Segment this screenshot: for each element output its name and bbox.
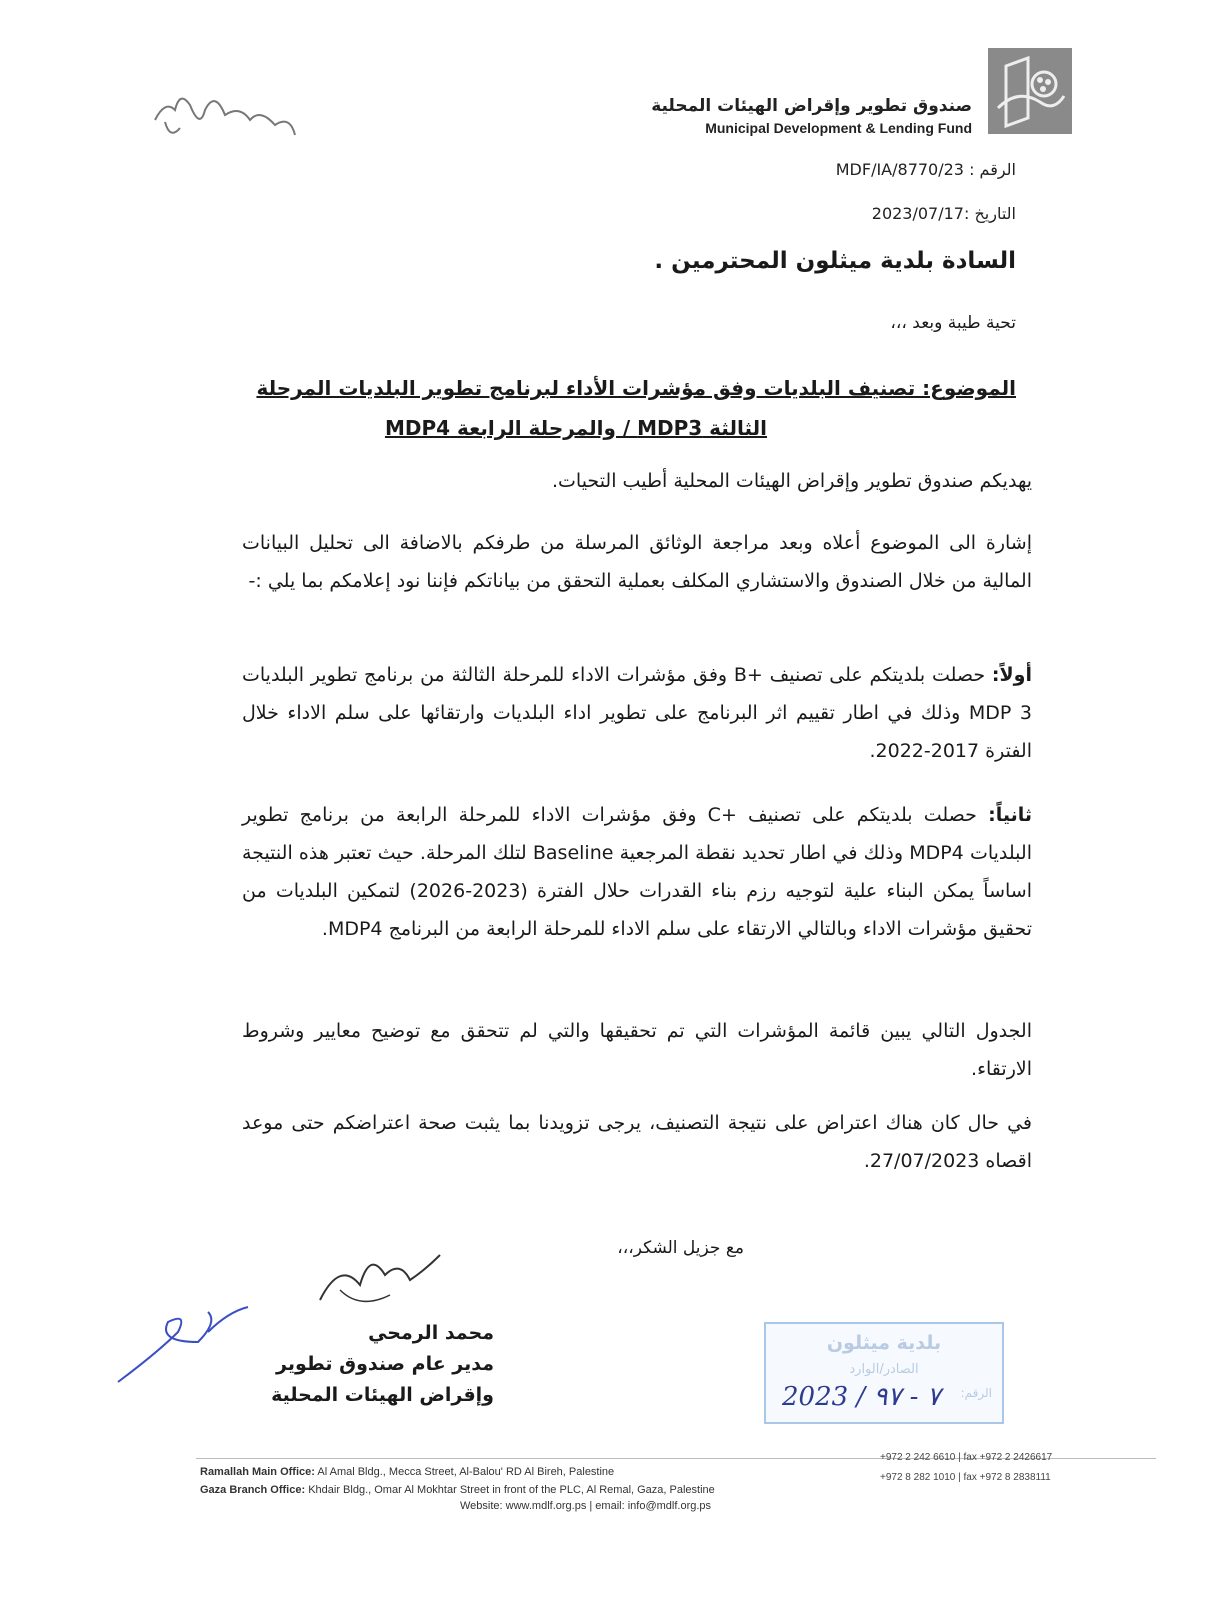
subject-line-2: الثالثة MDP3 / والمرحلة الرابعة MDP4 [384,416,768,440]
reference-number: الرقم : MDF/IA/8770/23 [835,160,1016,179]
main-office-label: Ramallah Main Office: [200,1466,315,1478]
paragraph-intro: يهديكم صندوق تطوير وإقراض الهيئات المحلية أطيب التحيات. [551,470,1032,492]
stamp-date: 2023 / ٧ - ٩٧ [782,1382,941,1412]
closing: مع جزيل الشكر،،، [617,1238,744,1258]
greeting: تحية طيبة وبعد ،،، [890,313,1016,333]
subject-line-1: الموضوع: تصنيف البلديات وفق مؤشرات الأداء لبرنامج تطوير البلديات المرحلة [256,376,1016,400]
blue-signature [108,1292,258,1392]
org-name-english: Municipal Development & Lending Fund [705,120,972,136]
stamp-municipality: بلدية ميثلون [826,1332,942,1354]
gaza-office-address: Khdair Bldg., Omar Al Mokhtar Street in front of the PLC, Al Remal, Gaza, Palestine [308,1484,715,1496]
main-office-address: Al Amal Bldg., Mecca Street, Al-Balou' RD Al Bireh, Palestine [317,1466,615,1478]
footer-gaza-office [200,1484,715,1496]
paragraph-reference: إشارة الى الموضوع أعلاه وبعد مراجعة الوثائق المرسلة من طرفكم بالاضافة الى تحليل البيانات المالية من خلال الصندوق والاستشاري المكلف بعملية التحقق من بياناتكم فإننا نود إعلامكم بما يلي :- [242,532,1032,592]
paragraph-objection: في حال كان هناك اعتراض على نتيجة التصنيف، يرجى تزويدنا بما يثبت صحة اعتراضكم حتى موعد اقصاه 27/07/2023. [242,1112,1032,1172]
stamp-ref-label: الرقم: [960,1386,992,1400]
subject [216,368,1016,448]
footer-main-office [200,1466,614,1478]
signature-block [271,1318,494,1411]
letter-date: التاريخ :2023/07/17 [871,204,1016,223]
first-text: حصلت بلديتكم على تصنيف +B وفق مؤشرات الاداء للمرحلة الثالثة من برنامج تطوير البلديات MDP 3 وذلك في اطار تقييم اثر البرنامج على تطوير اداء البلديات وارتقائها على سلم الاداء خلال الفترة 2017-2022. [242,664,1033,762]
org-name-arabic: صندوق تطوير وإقراض الهيئات المحلية [651,96,972,116]
mdlf-logo-icon [988,48,1072,134]
gaza-office-label: Gaza Branch Office: [200,1484,306,1496]
stamp-direction: الصادر/الوارد [849,1362,919,1377]
header-scribble [145,80,305,150]
footer-phone-ramallah: +972 2 242 6610 | fax +972 2 2426617 [880,1452,1053,1463]
signatory-title-2: وإقراض الهيئات المحلية [271,1384,494,1406]
paragraph-first [242,656,1032,770]
footer-website: Website: www.mdlf.org.ps | email: info@mdlf.org.ps [460,1500,712,1512]
signatory-title-1: مدير عام صندوق تطوير [276,1353,494,1375]
footer-phone-gaza: +972 8 282 1010 | fax +972 8 2838111 [880,1472,1051,1483]
paragraph-table-note: الجدول التالي يبين قائمة المؤشرات التي تم تحقيقها والتي لم تتحقق مع توضيح معايير وشروط الارتقاء. [242,1020,1032,1080]
signatory-name: محمد الرمحي [368,1322,494,1344]
second-lead: ثانياً: [988,804,1032,826]
second-text: حصلت بلديتكم على تصنيف +C وفق مؤشرات الاداء للمرحلة الرابعة من برنامج تطوير البلديات MDP4 وذلك في اطار تحديد نقطة المرجعية Baseline لتلك المرحلة. حيث تعتبر هذه النتيجة اساساً يمكن البناء علية لتوجيه رزم بناء القدرات حلال الفترة (2023-2026) لتمكين البلديات من تحقيق مؤشرات الاداء وبالتالي الارتقاء على سلم الاداء للمرحلة الرابعة من البرنامج MDP4. [242,804,1032,940]
paragraph-second [242,796,1032,948]
addressee: السادة بلدية ميثلون المحترمين . [654,248,1016,274]
mdlf-logo [988,48,1072,134]
director-signature [300,1240,450,1320]
first-lead: أولاً: [991,664,1032,686]
incoming-stamp [764,1322,1004,1424]
